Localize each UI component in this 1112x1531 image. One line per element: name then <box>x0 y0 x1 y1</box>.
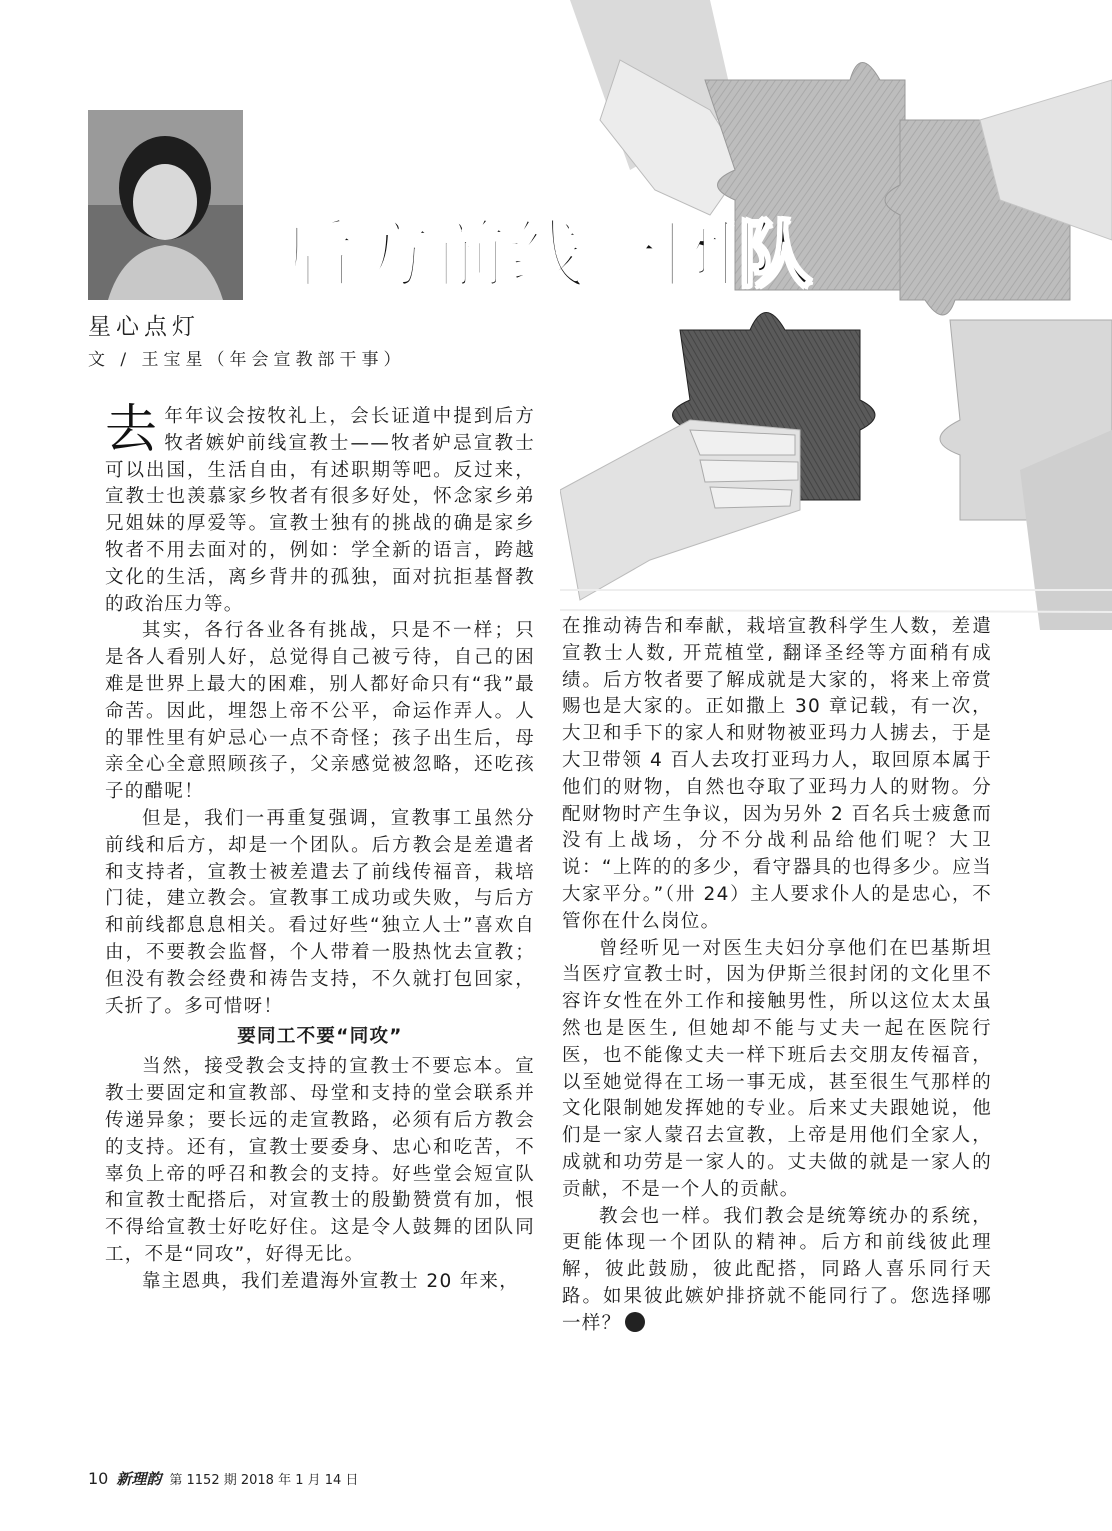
author-portrait <box>88 110 243 300</box>
paragraph: 曾经听见一对医生夫妇分享他们在巴基斯坦当医疗宣教士时，因为伊斯兰很封闭的文化里不容许女性在外工作和接触男性，所以这位太太虽然也是医生, 但她却不能与丈夫一起在医院行医，也不能像丈夫一样下班后去交朋友传福音，以至她觉得在工场一事无成，甚至很生气那样的文化限制她发挥她的专业。后来丈夫跟她说，他们是一家人蒙召去宣教，上帝是用他们全家人，成就和功劳是一家人的。丈夫做的就是一家人的贡献，不是一个人的贡献。 <box>562 937 992 1200</box>
puzzle-hands-illustration <box>560 0 1112 630</box>
body-column-right <box>562 614 992 1338</box>
drop-cap: 去 <box>105 400 159 460</box>
final-text: 教会也一样。我们教会是统筹统办的系统，更能体现一个团队的精神。后方和前线彼此理解，彼此鼓励，彼此配搭，同路人喜乐同行天路。如果彼此嫉妒排挤就不能同行了。您选择哪一样？ <box>562 1205 992 1334</box>
page-footer <box>88 1468 358 1489</box>
paragraph: 但是，我们一再重复强调，宣教事工虽然分前线和后方，却是一个团队。后方教会是差遣者和支持者，宣教士被差遣去了前线传福音，栽培门徒，建立教会。宣教事工成功或失败，与后方和前线都息息相关。看过好些“独立人士”喜欢自由，不要教会监督，个人带着一股热忱去宣教；但没有教会经费和祷告支持，不久就打包回家，夭折了。多可惜呀！ <box>105 807 535 1017</box>
paragraph: 在推动祷告和奉献，栽培宣教科学生人数，差遣宣教士人数, 开荒植堂, 翻译圣经等方面稍有成绩。后方牧者要了解成就是大家的，将来上帝赏赐也是大家的。正如撒上 30 章记载，有一次，大卫和手下的家人和财物被亚玛力人掳去，于是大卫带领 4 百人去攻打亚玛力人，取回原本属于他们的财物，自然也夺取了亚玛力人的财物。分配财物时产生争议，因为另外 2 百名兵士疲惫而没有上战场，分不分战利品给他们呢？大卫说：“上阵的的多少，看守器具的也得多少。应当大家平分。”（卅 24）主人要求仆人的是忠心，不管你在什么岗位。 <box>562 616 992 932</box>
paragraph-intro <box>105 400 535 618</box>
intro-text: 年年议会按牧礼上，会长证道中提到后方牧者嫉妒前线宣教士——牧者妒忌宣教士可以出国，生活自由，有述职期等吧。反过来，宣教士也羡慕家乡牧者有很多好处，怀念家乡弟兄姐妹的厚爱等。宣教士独有的挑战的确是家乡牧者不用去面对的，例如：学全新的语言，跨越文化的生活，离乡背井的孤独，面对抗拒基督教的政治压力等。 <box>105 406 535 615</box>
article-title: 后方前线一团队 <box>282 212 814 298</box>
section-subheading: 要同工不要“同攻” <box>237 1026 403 1048</box>
page-number: 10 <box>88 1469 109 1488</box>
masthead: 新理韵 <box>116 1470 162 1488</box>
issue-info: 第 1152 期 2018 年 1 月 14 日 <box>169 1473 359 1488</box>
paragraph: 其实，各行各业各有挑战，只是不一样；只是各人看别人好，总觉得自己被亏待，自己的困难是世界上最大的困难，别人都好命只有“我”最命苦。因此，埋怨上帝不公平，命运作弄人。人的罪性里有妒忌心一点不奇怪；孩子出生后，母亲全心全意照顾孩子，父亲感觉被忽略，还吃孩子的醋呢！ <box>105 620 535 803</box>
column-name: 星心点灯 <box>88 314 200 340</box>
magazine-logo-icon <box>625 1312 645 1332</box>
paragraph: 靠主恩典，我们差遣海外宣教士 20 年来， <box>142 1270 520 1292</box>
body-column-left <box>105 400 535 1296</box>
paragraph: 当然，接受教会支持的宣教士不要忘本。宣教士要固定和宣教部、母堂和支持的堂会联系并传递异象；要长远的走宣教路，必须有后方教会的支持。还有，宣教士要委身、忠心和吃苦，不辜负上帝的呼召和教会的支持。好些堂会短宣队和宣教士配搭后，对宣教士的殷勤赞赏有加，恨不得给宣教士好吃好住。这是令人鼓舞的团队同工，不是“同攻”，好得无比。 <box>105 1056 535 1265</box>
byline: 文 / 王宝星（年会宣教部干事） <box>88 350 406 370</box>
paragraph-final <box>562 1204 992 1338</box>
